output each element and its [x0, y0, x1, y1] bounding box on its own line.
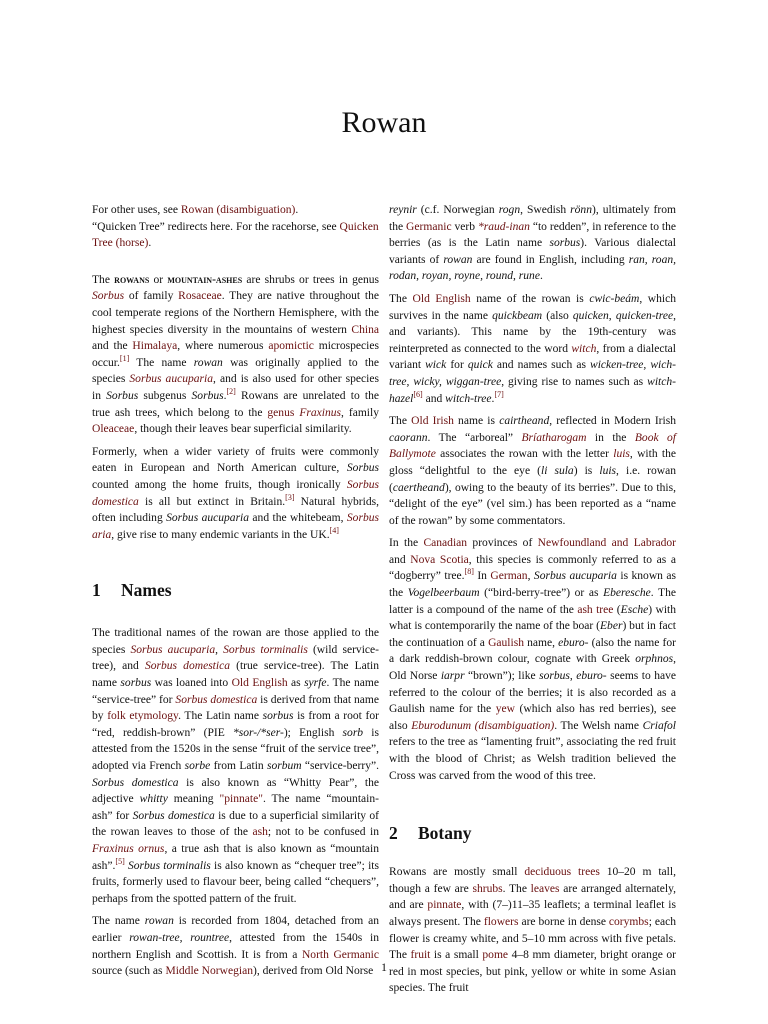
citation-1[interactable]: [1]	[119, 353, 130, 363]
names-paragraph-1: The traditional names of the rowan are those applied to the species Sorbus aucuparia, Sorbus torminalis (wild service-tree), and Sorbus domestica (true service-tree). The Latin name sorbus was loaned into Old English as syrfe. The name “service-tree” for Sorbus domestica is derived from that name by folk etymology. The Latin name sorbus is from a root for “red, reddish-brown” (PIE *sor-/*ser-); English sorb is attested from the 1520s in the sense “fruit of the service tree”, adopted via French sorbe from Latin sorbum “service-berry”. Sorbus domestica is also known as “Whitty Pear”, the adjective whitty meaning "pinnate". The name “mountain-ash” for Sorbus domestica is due to a superficial similarity of the rowan leaves to those of the ash; not to be confused in Fraxinus ornus, a true ash that is also known as “mountain ash”.[5] Sorbus torminalis is also known as “chequer tree”; its fruits, formerly used to flavour beer, being called “chequers”, perhaps from the spotted pattern of the fruit.	[92, 627, 380, 905]
link-sorbus-aucuparia[interactable]: Sorbus aucuparia	[130, 643, 216, 656]
citation-4[interactable]: [4]	[329, 525, 339, 535]
link-deciduous-trees[interactable]: deciduous trees	[524, 866, 600, 879]
link-germanic[interactable]: Germanic	[406, 220, 452, 233]
citation-2[interactable]: [2]	[226, 387, 236, 397]
link-corymbs[interactable]: corymbs	[608, 915, 649, 928]
link-old-irish[interactable]: Old Irish	[411, 415, 454, 428]
link-china[interactable]: China	[351, 323, 379, 336]
link-sorbus[interactable]: Sorbus	[92, 290, 125, 303]
names-paragraph-3: The Old English name of the rowan is cwic-beám, which survives in the name quickbeam (also quicken, quicken-tree, and variants). This name by the 19th-century was reinterpreted as connected to the word witch, from a dialectal variant wick for quick and names such as wicken-tree, wich-tree, wicky, wiggan-tree, giving rise to names such as witch-hazel[6] and witch-tree.[7]	[389, 292, 677, 405]
link-gaulish[interactable]: Gaulish	[488, 636, 524, 649]
link-apomictic[interactable]: apomictic	[268, 340, 314, 353]
page-title: Rowan	[341, 106, 427, 139]
link-eburodunum-disambiguation[interactable]: Eburodunum (disambiguation)	[411, 719, 555, 732]
link-folk-etymology[interactable]: folk etymology	[107, 710, 179, 723]
link-himalaya[interactable]: Himalaya	[132, 340, 178, 353]
link-fraxinus[interactable]: Fraxinus	[299, 406, 342, 419]
citation-6[interactable]: [6]	[413, 389, 423, 399]
link-genus[interactable]: genus	[267, 406, 295, 419]
link-ash[interactable]: ash	[252, 826, 268, 839]
page-number: 1	[381, 960, 387, 974]
citation-5[interactable]: [5]	[115, 856, 125, 866]
link-nova-scotia[interactable]: Nova Scotia	[410, 553, 469, 566]
link-shrubs[interactable]: shrubs	[472, 882, 503, 895]
link-middle-norwegian[interactable]: Middle Norwegian	[165, 965, 253, 978]
left-column	[92, 202, 379, 986]
link-sorbus-torminalis[interactable]: Sorbus torminalis	[223, 643, 308, 656]
link-flowers[interactable]: flowers	[483, 915, 519, 928]
link-canadian[interactable]: Canadian	[423, 537, 468, 550]
link-luis[interactable]: luis	[613, 448, 630, 461]
intro-paragraph-2: Formerly, when a wider variety of fruits were commonly eaten in European and North American culture, Sorbus counted among the home fruits, though ironically Sorbus domestica is all but extinct in Britain.[3] Natural hybrids, often including Sorbus aucuparia and the whitebeam, Sorbus aria, give rise to many endemic variants in the UK.[4]	[92, 445, 379, 541]
link-rowan-disambiguation[interactable]: Rowan (disambiguation)	[180, 204, 296, 216]
link-sorbus-domestica[interactable]: Sorbus domestica	[175, 693, 258, 706]
link-book-of-ballymote[interactable]: Book of Ballymote	[389, 431, 677, 461]
link-leaves[interactable]: leaves	[530, 882, 560, 895]
right-column	[389, 202, 676, 1003]
link-raud-inan[interactable]: *raud-inan	[477, 220, 530, 233]
link-sorbus-domestica[interactable]: Sorbus domestica	[92, 478, 379, 508]
names-paragraph-2-continued: reynir (c.f. Norwegian rogn, Swedish rönn), ultimately from the Germanic verb *raud-inan “to redden”, in reference to the berries (as is the Latin name sorbus). Various dialectal variants of rowan are found in English, including ran, roan, rodan, royan, royne, round, rune.	[389, 204, 677, 283]
link-sorbus-aria[interactable]: Sorbus aria	[92, 512, 379, 541]
link-quicken-tree-horse[interactable]: Quicken Tree (horse)	[92, 220, 379, 250]
link-old-english[interactable]: Old English	[412, 292, 471, 305]
link-sorbus-aucuparia[interactable]: Sorbus aucuparia	[129, 373, 214, 386]
section-heading-names: 1 Names	[92, 580, 172, 601]
link-german[interactable]: German	[490, 570, 528, 583]
link-pinnate[interactable]: pinnate	[427, 899, 462, 912]
section-heading-botany: 2 Botany	[389, 823, 472, 844]
citation-7[interactable]: [7]	[494, 389, 504, 399]
link-sorbus-domestica[interactable]: Sorbus domestica	[144, 660, 230, 673]
names-paragraph-4: The Old Irish name is cairtheand, reflected in Modern Irish caorann. The “arboreal” Bríatharogam in the Book of Ballymote associates the rowan with the letter luis, with the gloss “delightful to the eye (li sula) is luis, i.e. rowan (caertheand), owing to the beauty of its berries”. Due to this, “delight of the eye” (vel sim.) has been reported as a “name of the rowan” by some commentators.	[389, 415, 677, 527]
names-paragraph-5: In the Canadian provinces of Newfoundland and Labrador and Nova Scotia, this species is commonly referred to as a “dogberry” tree.[8] In German, Sorbus aucuparia is known as the Vogelbeerbaum (“bird-berry-tree”) or as Eberesche. The latter is a compound of the name of the ash tree (Esche) with what is contemporarily the name of the boar (Eber) but in fact the continuation of a Gaulish name, eburo- (also the name for a dark reddish-brown colour, cognate with Greek orphnos, Old Norse iarpr “brown”); like sorbus, eburo- seems to have referred to the colour of the berries; it is also recorded as a Gaulish name for the yew (which also has red berries), see also Eburodunum (disambiguation). The Welsh name Criafol refers to the tree as “lamenting fruit”, associating the red fruit with the blood of Christ; as Welsh tradition believed the Cross was carved from the wood of this tree.	[389, 537, 677, 782]
intro-paragraph-1: The rowans or mountain-ashes are shrubs or trees in genus Sorbus of family Rosaceae. They are native throughout the cool temperate regions of the Northern Hemisphere, with the highest species diversity in the mountains of western China and the Himalaya, where numerous apomictic microspecies occur.[1] The name rowan was originally applied to the species Sorbus aucuparia, and is also used for other species in Sorbus subgenus Sorbus.[2] Rowans are unrelated to the true ash trees, which belong to the genus Fraxinus, family Oleaceae, though their leaves bear superficial similarity.	[92, 273, 380, 436]
hatnote: For other uses, see Rowan (disambiguation). “Quicken Tree” redirects here. For the racehorse, see Quicken Tree (horse).	[92, 204, 379, 250]
link-pome[interactable]: pome	[482, 949, 509, 962]
link-newfoundland-and-labrador[interactable]: Newfoundland and Labrador	[537, 537, 677, 550]
link-fraxinus-ornus[interactable]: Fraxinus ornus	[92, 843, 165, 855]
names-paragraph-2: The name rowan is recorded from 1804, detached from an earlier rowan-tree, rountree, attested from the 1540s in northern English and Scottish. It is from a North Germanic source (such as Middle Norwegian), derived from Old Norse	[92, 915, 379, 978]
link-yew[interactable]: yew	[495, 703, 515, 716]
link-witch[interactable]: witch	[571, 342, 597, 355]
citation-3[interactable]: [3]	[285, 492, 295, 502]
link-rosaceae[interactable]: Rosaceae	[178, 290, 222, 303]
botany-paragraph-1: Rowans are mostly small deciduous trees 10–20 m tall, though a few are shrubs. The leaves are arranged alternately, and are pinnate, with (7–)11–35 leaflets; a terminal leaflet is always present. The flowers are borne in dense corymbs; each flower is creamy white, and 5–10 mm across with five petals. The fruit is a small pome 4–8 mm diameter, bright orange or red in most species, but pink, yellow or white in some Asian species. The fruit	[389, 866, 677, 995]
link-briatharogam[interactable]: Bríatharogam	[521, 431, 587, 444]
citation-8[interactable]: [8]	[464, 567, 474, 577]
link-old-english[interactable]: Old English	[231, 677, 288, 690]
link-pinnate[interactable]: "pinnate"	[219, 793, 263, 806]
link-fruit[interactable]: fruit	[410, 949, 431, 962]
link-oleaceae[interactable]: Oleaceae	[92, 423, 135, 436]
link-north-germanic[interactable]: North Germanic	[301, 948, 379, 961]
link-ash-tree[interactable]: ash tree	[577, 603, 614, 616]
